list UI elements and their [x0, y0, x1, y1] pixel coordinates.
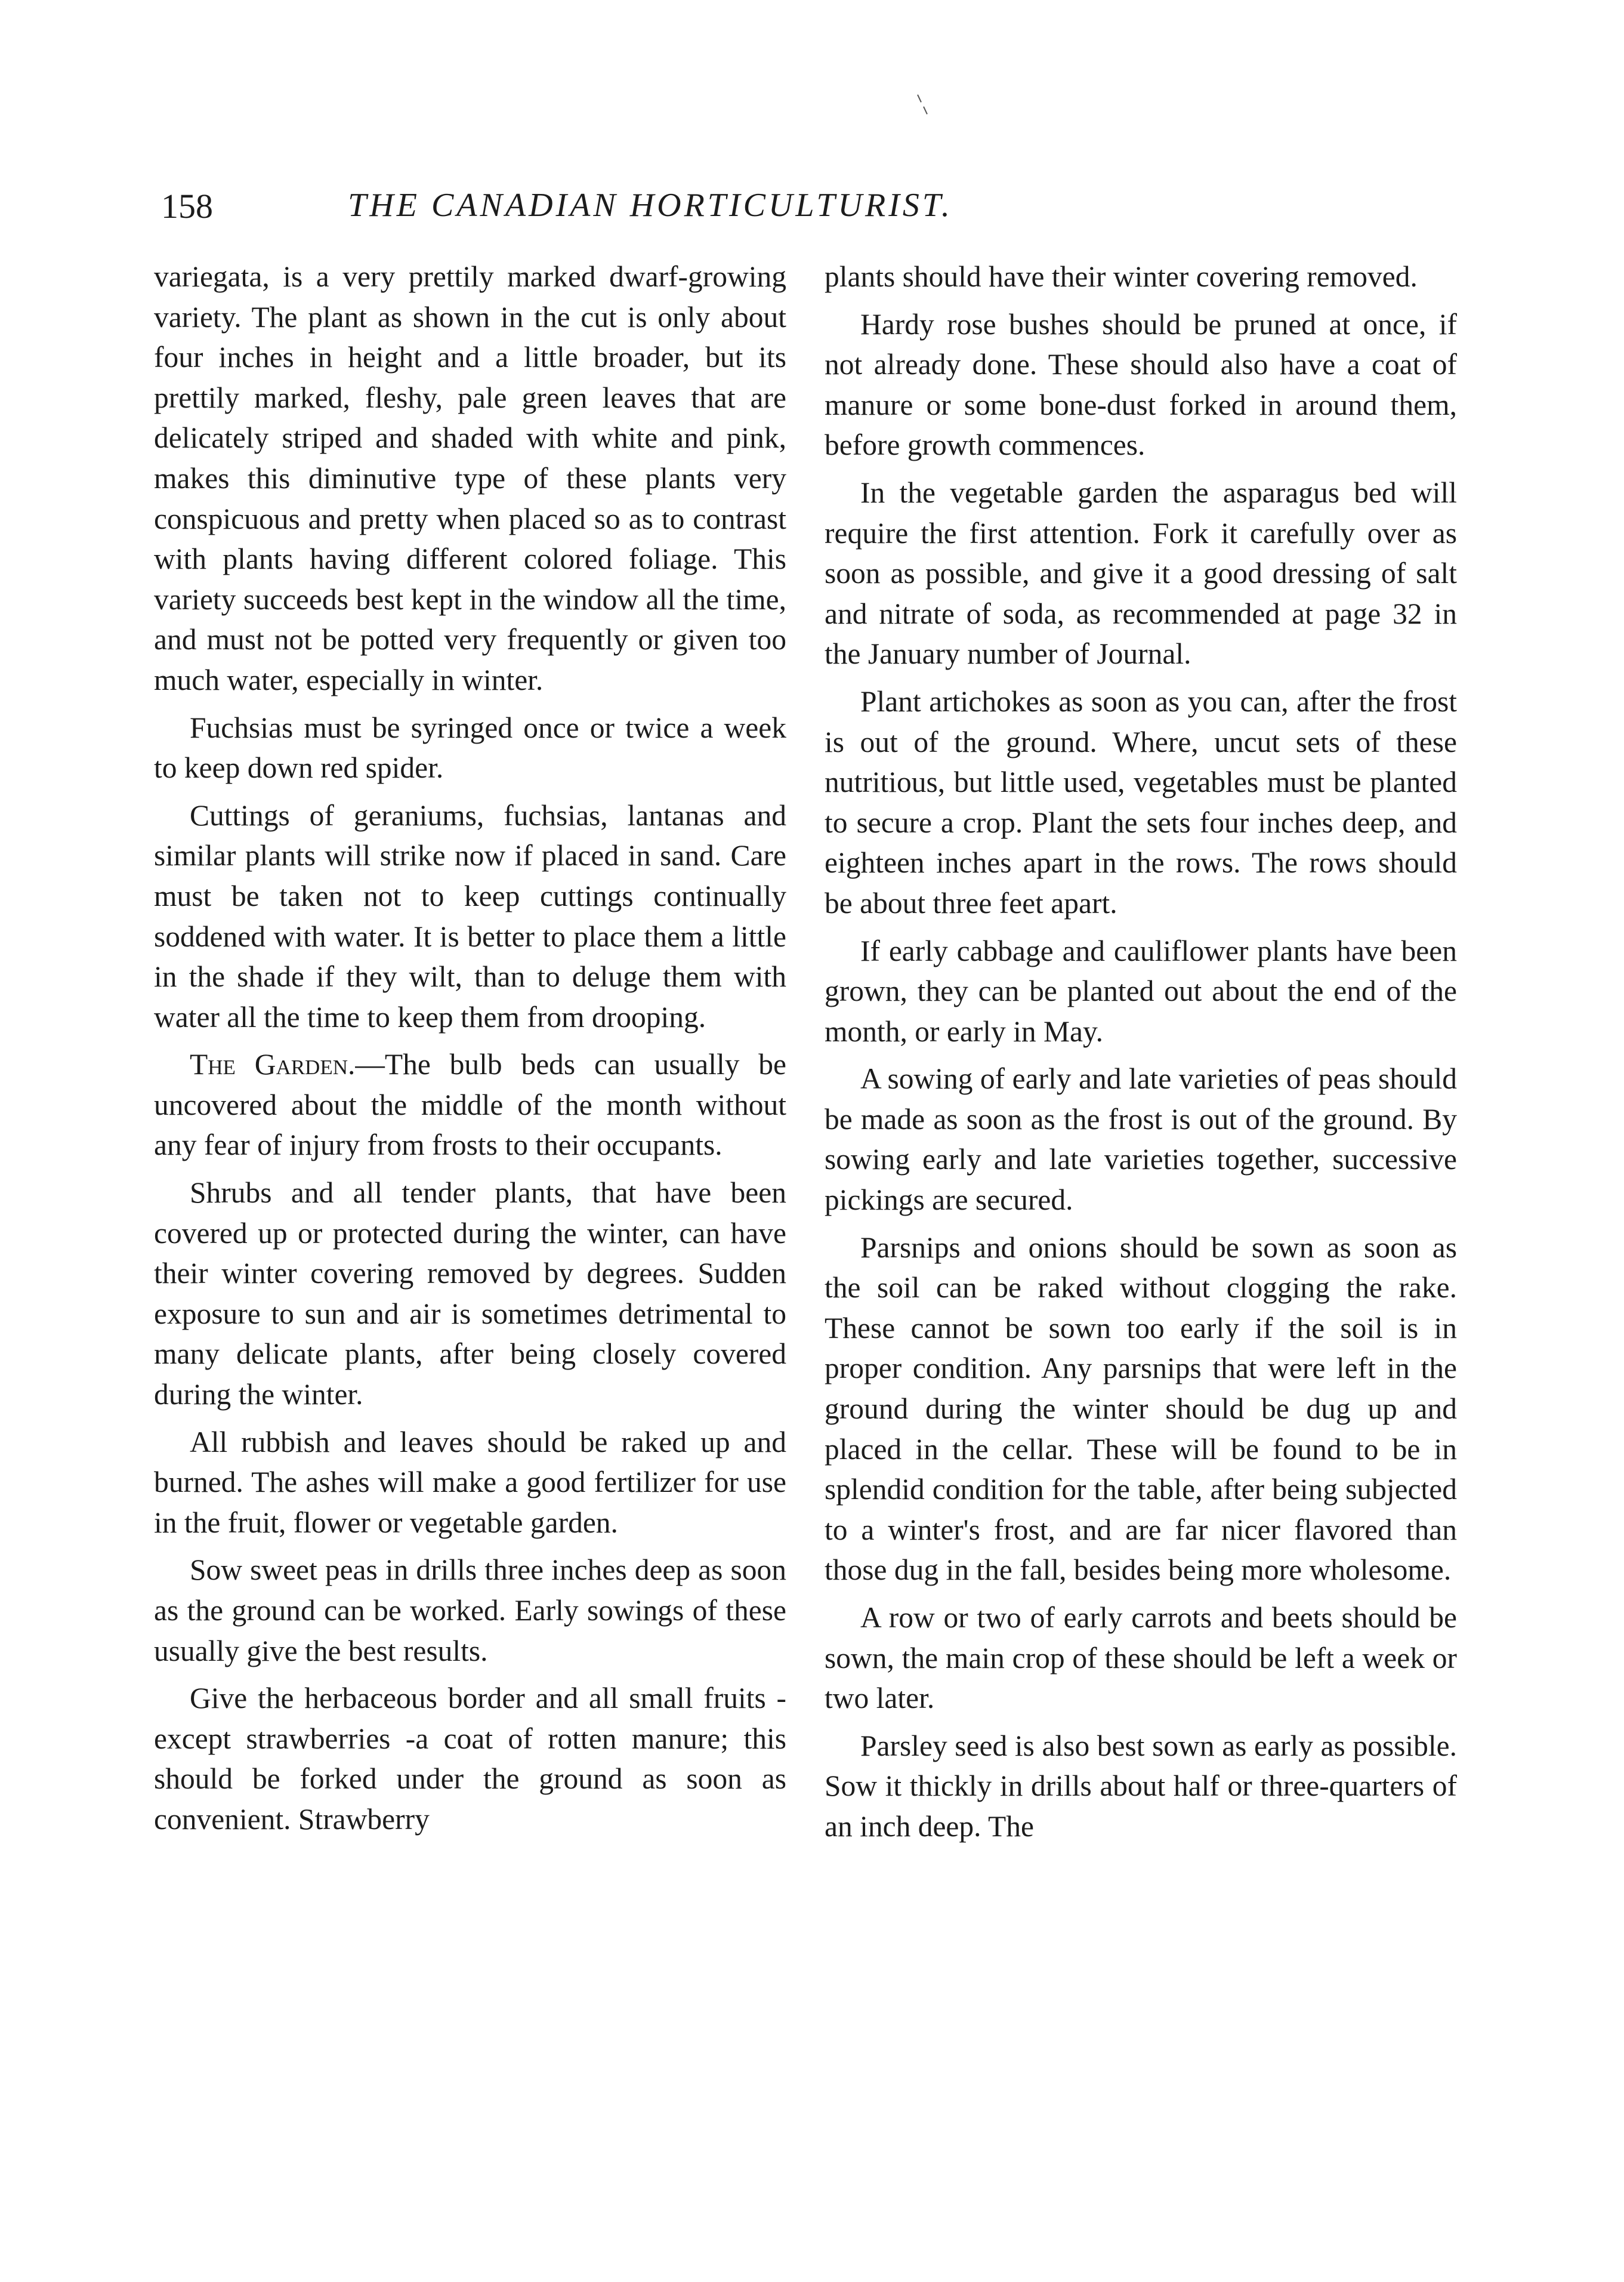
paragraph-sweet-peas: Sow sweet peas in drills three inches deep as soon as the ground can be worked. Early sowings of these usually give the best results. [154, 1553, 786, 1667]
paragraph-carrots-beets: A row or two of early carrots and beets should be sown, the main crop of these should be left a week or two later. [825, 1601, 1457, 1715]
paragraph-artichokes: Plant artichokes as soon as you can, after the frost is out of the ground. Where, uncut sets of these nutritious, but little used, vegetables must be planted to secure a crop. Plant the sets four inches deep, and eighteen inches apart in the rows. The rows should be about three feet apart. [825, 684, 1457, 920]
right-column [825, 257, 1457, 1854]
paragraph-parsnips: Parsnips and onions should be sown as soon as the soil can be raked without clogging the rake. These cannot be sown too early if the soil is in proper condition. Any parsnips that were left in the ground during the winter should be dug up and placed in the cellar. These will be found to be in splendid condition for the table, after being subjected to a winter's frost, and are far nicer flavored than those dug in the fall, besides being more wholesome. [825, 1231, 1457, 1587]
paragraph-strawberry-continued: plants should have their winter covering removed. [825, 260, 1418, 293]
paragraph-the-garden [154, 1044, 786, 1165]
paragraph-hardy-roses: Hardy rose bushes should be pruned at once, if not already done. These should also have a coat of manure or some bone-dust forked in around them, before growth commences. [825, 307, 1457, 462]
journal-title: THE CANADIAN HORTICULTURIST. [348, 187, 953, 224]
stray-print-marks [916, 94, 931, 118]
left-column [154, 257, 786, 1847]
paragraph-shrubs: Shrubs and all tender plants, that have been covered up or protected during the winter, can have their winter covering removed by degrees. Sudden exposure to sun and air is sometimes detrimental to many delicate plants, after being closely covered during the winter. [154, 1176, 786, 1411]
paragraph-herbaceous-border: Give the herbaceous border and all small fruits -except strawberries -a coat of rotten manure; this should be forked under the ground as soon as convenient. Strawberry [154, 1682, 786, 1836]
page-number: 158 [161, 187, 213, 226]
paragraph-cuttings: Cuttings of geraniums, fuchsias, lantanas and similar plants will strike now if placed in sand. Care must be taken not to keep cuttings continually soddened with water. It is better to place them a little in the shade if they wilt, than to deluge them with water all the time to keep them from drooping. [154, 798, 786, 1034]
paragraph-variegata: variegata, is a very prettily marked dwarf-growing variety. The plant as shown in the cut is only about four inches in height and a little broader, but its prettily marked, fleshy, pale green leaves that are delicately striped and shaded with white and pink, makes this diminutive type of these plants very conspicuous and pretty when placed so as to contrast with plants having different colored foliage. This variety succeeds best kept in the window all the time, and must not be potted very frequently or given too much water, especially in winter. [154, 260, 786, 696]
running-header [161, 186, 1140, 240]
paragraph-cabbage: If early cabbage and cauliflower plants have been grown, they can be planted out about the end of the month, or early in May. [825, 934, 1457, 1048]
paragraph-asparagus: In the vegetable garden the asparagus bed will require the first attention. Fork it carefully over as soon as possible, and give it a good dressing of salt and nitrate of soda, as recommended at page 32 in the January number of Journal. [825, 476, 1457, 671]
paragraph-the-garden-text: —The bulb beds can usually be uncovered about the middle of the month without any fear of injury from frosts to their occupants. [154, 1048, 786, 1162]
paragraph-parsley: Parsley seed is also best sown as early as possible. Sow it thickly in drills about half or three-quarters of an inch deep. The [825, 1729, 1457, 1843]
paragraph-fuchsias: Fuchsias must be syringed once or twice a week to keep down red spider. [154, 711, 786, 785]
paragraph-rubbish: All rubbish and leaves should be raked up and burned. The ashes will make a good fertilizer for use in the fruit, flower or vegetable garden. [154, 1425, 786, 1539]
paragraph-peas: A sowing of early and late varieties of peas should be made as soon as the frost is out of the ground. By sowing early and late varieties together, successive pickings are secured. [825, 1062, 1457, 1217]
section-heading-the-garden: The Garden. [190, 1048, 356, 1081]
